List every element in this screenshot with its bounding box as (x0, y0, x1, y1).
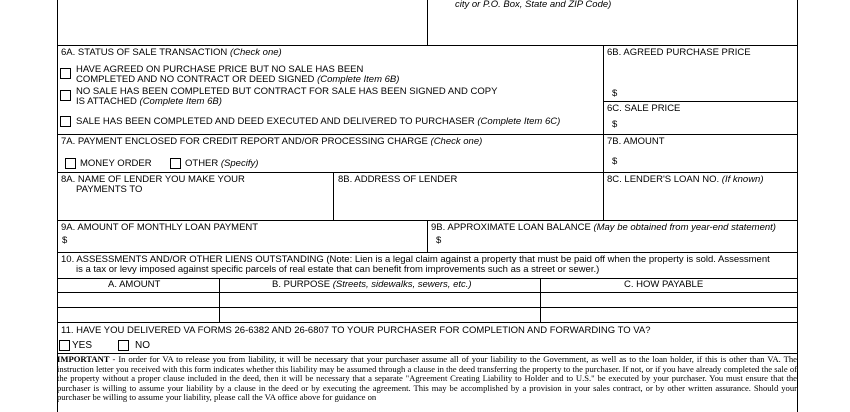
col-b-purpose-header (272, 280, 472, 290)
no-label: NO (135, 340, 150, 351)
rule-10-row1 (57, 292, 798, 293)
frame-left (57, 0, 58, 412)
item-8c-title (607, 175, 764, 185)
col-6b-divider (603, 45, 604, 220)
col-10c-divider (540, 278, 541, 322)
col-c-how-payable-header: C. HOW PAYABLE (624, 279, 704, 290)
status-option-1-line1: HAVE AGREED ON PURCHASE PRICE BUT NO SALE HAS BEEN (76, 64, 364, 75)
status-option-1-line2-text: COMPLETED AND NO CONTRACT OR DEED SIGNED (76, 74, 315, 85)
status-option-2-note: (Complete Item 6B) (139, 96, 222, 107)
status-option-2-line1: NO SALE HAS BEEN COMPLETED BUT CONTRACT FOR SALE HAS BEEN SIGNED AND COPY (76, 86, 498, 97)
rule-6c (603, 101, 798, 102)
col-b-purpose-note: (Streets, sidewalks, sewers, etc.) (332, 279, 472, 290)
yes-label: YES (72, 340, 93, 351)
status-option-2-checkbox[interactable] (60, 90, 71, 101)
item-10-line1: 10. ASSESSMENTS AND/OR OTHER LIENS OUTSTANDING (Note: Lien is a legal claim against a property that must be paid off when the property is sold. Assessment (61, 254, 770, 265)
money-order-checkbox[interactable] (65, 158, 76, 169)
item-6c-title: 6C. SALE PRICE (607, 103, 681, 114)
other-label-note: (Specify) (220, 158, 259, 169)
rule-8 (57, 172, 798, 173)
item-10-line2: is a tax or levy imposed against specific parcels of real estate that can benefit from improvements such as a street or sewer.) (76, 264, 600, 275)
rule-10-row3 (57, 322, 798, 323)
item-6c-dollar[interactable]: $ (612, 119, 618, 130)
important-text: - In order for VA to release you from liability, it will be necessary that your purchaser assume all of your liability to the Government, as well as to the loan holder, if this is other than VA. The instruction letter you received with this form indicates whether this liability may be assumed through a clause in the deed transferring the property to the purchaser. If not, or if you have already completed the sale of the property without a proper clause included in the deed, then it will be necessary that a separate "Agreement Creating Liability to Holder and to U.S." be executed by your purchaser. You must ensure that the purchaser is willing to assume your liability by a clause in the deed or by executing the agreement. This may be accomplished by a provision in your sales contract, or by other written assurance. Should your purchaser be willing to assume your liability, please call the VA office above for guidance on (57, 354, 797, 403)
item-11-title: 11. HAVE YOU DELIVERED VA FORMS 26-6382 AND 26-6807 TO YOUR PURCHASER FOR COMPLETION AND FORWARDING TO VA? (61, 325, 651, 336)
rule-10-row2 (57, 307, 798, 308)
important-paragraph (57, 355, 797, 403)
status-option-2-line2-text: IS ATTACHED (76, 96, 137, 107)
item-7b-dollar[interactable]: $ (612, 156, 618, 167)
item-8a-line1: 8A. NAME OF LENDER YOU MAKE YOUR (61, 174, 245, 185)
item-8b-title: 8B. ADDRESS OF LENDER (338, 174, 458, 185)
col-10b-divider (219, 278, 220, 322)
status-option-3-note: (Complete Item 6C) (477, 116, 561, 127)
top-divider (427, 0, 428, 45)
status-option-3 (76, 117, 560, 127)
status-option-2-line2 (76, 97, 222, 107)
status-option-1-checkbox[interactable] (60, 68, 71, 79)
money-order-label: MONEY ORDER (80, 158, 152, 169)
rule-10 (57, 252, 798, 253)
item-8c-title-note: (If known) (721, 174, 764, 185)
item-9b-title-text: 9B. APPROXIMATE LOAN BALANCE (431, 222, 591, 233)
frame-right (797, 0, 798, 412)
important-label: IMPORTANT (57, 354, 110, 364)
col-a-amount-header: A. AMOUNT (108, 279, 161, 290)
city-hint: city or P.O. Box, State and ZIP Code) (455, 0, 612, 10)
item-9a-title: 9A. AMOUNT OF MONTHLY LOAN PAYMENT (61, 222, 259, 233)
col-9b-divider (427, 220, 428, 252)
item-9b-dollar[interactable]: $ (436, 235, 442, 246)
status-option-3-text: SALE HAS BEEN COMPLETED AND DEED EXECUTED AND DELIVERED TO PURCHASER (76, 116, 475, 127)
item-6a-title (61, 48, 282, 58)
item-7a-title-text: 7A. PAYMENT ENCLOSED FOR CREDIT REPORT AND/OR PROCESSING CHARGE (61, 136, 428, 147)
item-9b-title (431, 223, 776, 233)
item-6b-title: 6B. AGREED PURCHASE PRICE (607, 47, 751, 58)
rule-7 (57, 134, 798, 135)
item-6b-dollar[interactable]: $ (612, 88, 618, 99)
status-option-3-checkbox[interactable] (60, 116, 71, 127)
rule-6 (57, 45, 798, 46)
no-checkbox[interactable] (118, 340, 129, 351)
item-7a-title (61, 137, 482, 147)
item-8c-title-text: 8C. LENDER'S LOAN NO. (607, 174, 720, 185)
status-option-1-note: (Complete Item 6B) (317, 74, 400, 85)
item-7b-title: 7B. AMOUNT (607, 136, 665, 147)
item-8a-line2: PAYMENTS TO (76, 184, 143, 195)
other-label-text: OTHER (185, 158, 219, 169)
item-6a-title-text: 6A. STATUS OF SALE TRANSACTION (61, 47, 228, 58)
item-9b-title-note: (May be obtained from year-end statement) (593, 222, 776, 233)
other-label (185, 159, 258, 169)
col-8b-divider (333, 172, 334, 220)
item-6a-title-note: (Check one) (229, 47, 282, 58)
yes-checkbox[interactable] (59, 340, 70, 351)
col-b-purpose-text: B. PURPOSE (272, 279, 331, 290)
other-checkbox[interactable] (170, 158, 181, 169)
item-7a-title-note: (Check one) (430, 136, 483, 147)
item-9a-dollar[interactable]: $ (62, 235, 68, 246)
status-option-1-line2 (76, 75, 399, 85)
